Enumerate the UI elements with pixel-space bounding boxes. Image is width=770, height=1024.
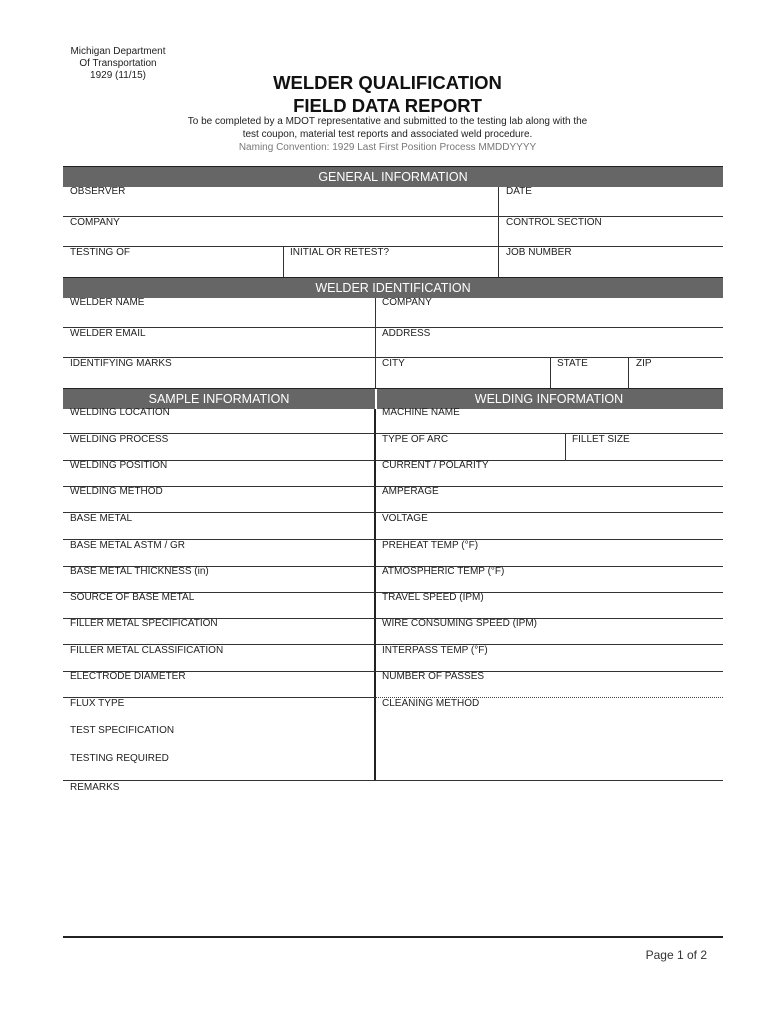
welding-information-heading: WELDING INFORMATION [375,389,723,409]
fillet-divider [565,434,566,461]
sample-testing-required-label: TESTING REQUIRED [70,753,169,764]
zip-divider [628,358,629,388]
welder-name-label: WELDER NAME [70,297,145,308]
welding-number-of-passes-label: NUMBER OF PASSES [382,671,485,682]
identifying-marks-label: IDENTIFYING MARKS [70,358,172,369]
general-mid-divider [283,247,284,277]
instructions-line1: To be completed by a MDOT representative and submitted to the testing lab along with the [187,116,588,127]
agency-block [50,46,186,82]
instructions [160,115,615,154]
welding-preheat-temp-f-label: PREHEAT TEMP (°F) [382,540,479,551]
sample-filler-metal-specification-label: FILLER METAL SPECIFICATION [70,618,218,629]
sample-welding-process-label: WELDING PROCESS [70,434,169,445]
welding-row-line [376,512,723,513]
heading-split [375,389,377,409]
welding-wire-consuming-speed-ipm-label: WIRE CONSUMING SPEED (IPM) [382,618,538,629]
sample-welding-divider [374,409,376,780]
remarks-label: REMARKS [70,782,120,793]
page-number: Page 1 of 2 [645,948,707,962]
instructions-line2: test coupon, material test reports and associated weld procedure. [242,129,533,140]
welding-travel-speed-ipm-label: TRAVEL SPEED (IPM) [382,592,484,603]
observer-label: OBSERVER [70,186,126,197]
state-label: STATE [557,358,588,369]
sample-base-metal-thickness-in-label: BASE METAL THICKNESS (in) [70,566,209,577]
welding-voltage-label: VOLTAGE [382,513,428,524]
sample-flux-type-label: FLUX TYPE [70,698,125,709]
sample-filler-metal-classification-label: FILLER METAL CLASSIFICATION [70,645,224,656]
general-row-line-1 [63,216,723,217]
welder-company-label: COMPANY [382,297,432,308]
sample-information-heading: SAMPLE INFORMATION [63,389,375,409]
state-divider [550,358,551,388]
naming-convention: Naming Convention: 1929 Last First Position Process MMDDYYYY [238,142,537,153]
agency-line1: Michigan Department [70,46,166,57]
form-number: 1929 (11/15) [90,70,146,81]
welding-interpass-temp-f-label: INTERPASS TEMP (°F) [382,645,488,656]
agency-line2: Of Transportation [79,58,157,69]
testing-of-label: TESTING OF [70,247,130,258]
general-row-line-2 [63,246,723,247]
city-label: CITY [382,358,405,369]
remarks-top-rule [63,780,723,781]
job-number-label: JOB NUMBER [506,247,572,258]
initial-or-retest-label: INITIAL OR RETEST? [290,247,390,258]
address-label: ADDRESS [382,328,431,339]
welding-atmospheric-temp-f-label: ATMOSPHERIC TEMP (°F) [382,566,505,577]
welder-mid-divider [375,298,376,388]
zip-label: ZIP [636,358,652,369]
welding-amperage-label: AMPERAGE [382,486,439,497]
welding-machine-name-label: MACHINE NAME [382,407,460,418]
sample-welding-location-label: WELDING LOCATION [70,407,170,418]
sample-welding-position-label: WELDING POSITION [70,460,168,471]
sample-welding-method-label: WELDING METHOD [70,486,163,497]
form-title-line1: WELDER QUALIFICATION [273,72,502,93]
form-title-line2: FIELD DATA REPORT [293,95,482,116]
welding-type-of-arc-label: TYPE OF ARC [382,434,449,445]
welding-current-polarity-label: CURRENT / POLARITY [382,460,489,471]
sample-base-metal-astm-gr-label: BASE METAL ASTM / GR [70,540,186,551]
sample-test-specification-label: TEST SPECIFICATION [70,725,175,736]
general-right-divider [498,187,499,277]
sample-electrode-diameter-label: ELECTRODE DIAMETER [70,671,186,682]
sample-base-metal-label: BASE METAL [70,513,133,524]
welder-email-label: WELDER EMAIL [70,328,146,339]
welding-cleaning-method-label: CLEANING METHOD [382,698,480,709]
control-section-label: CONTROL SECTION [506,217,602,228]
footer-rule [63,936,723,938]
company-label: COMPANY [70,217,120,228]
general-information-heading: GENERAL INFORMATION [63,167,723,187]
sample-source-of-base-metal-label: SOURCE OF BASE METAL [70,592,195,603]
fillet-size-label: FILLET SIZE [572,434,630,445]
welder-identification-heading: WELDER IDENTIFICATION [63,278,723,298]
date-label: DATE [506,186,532,197]
